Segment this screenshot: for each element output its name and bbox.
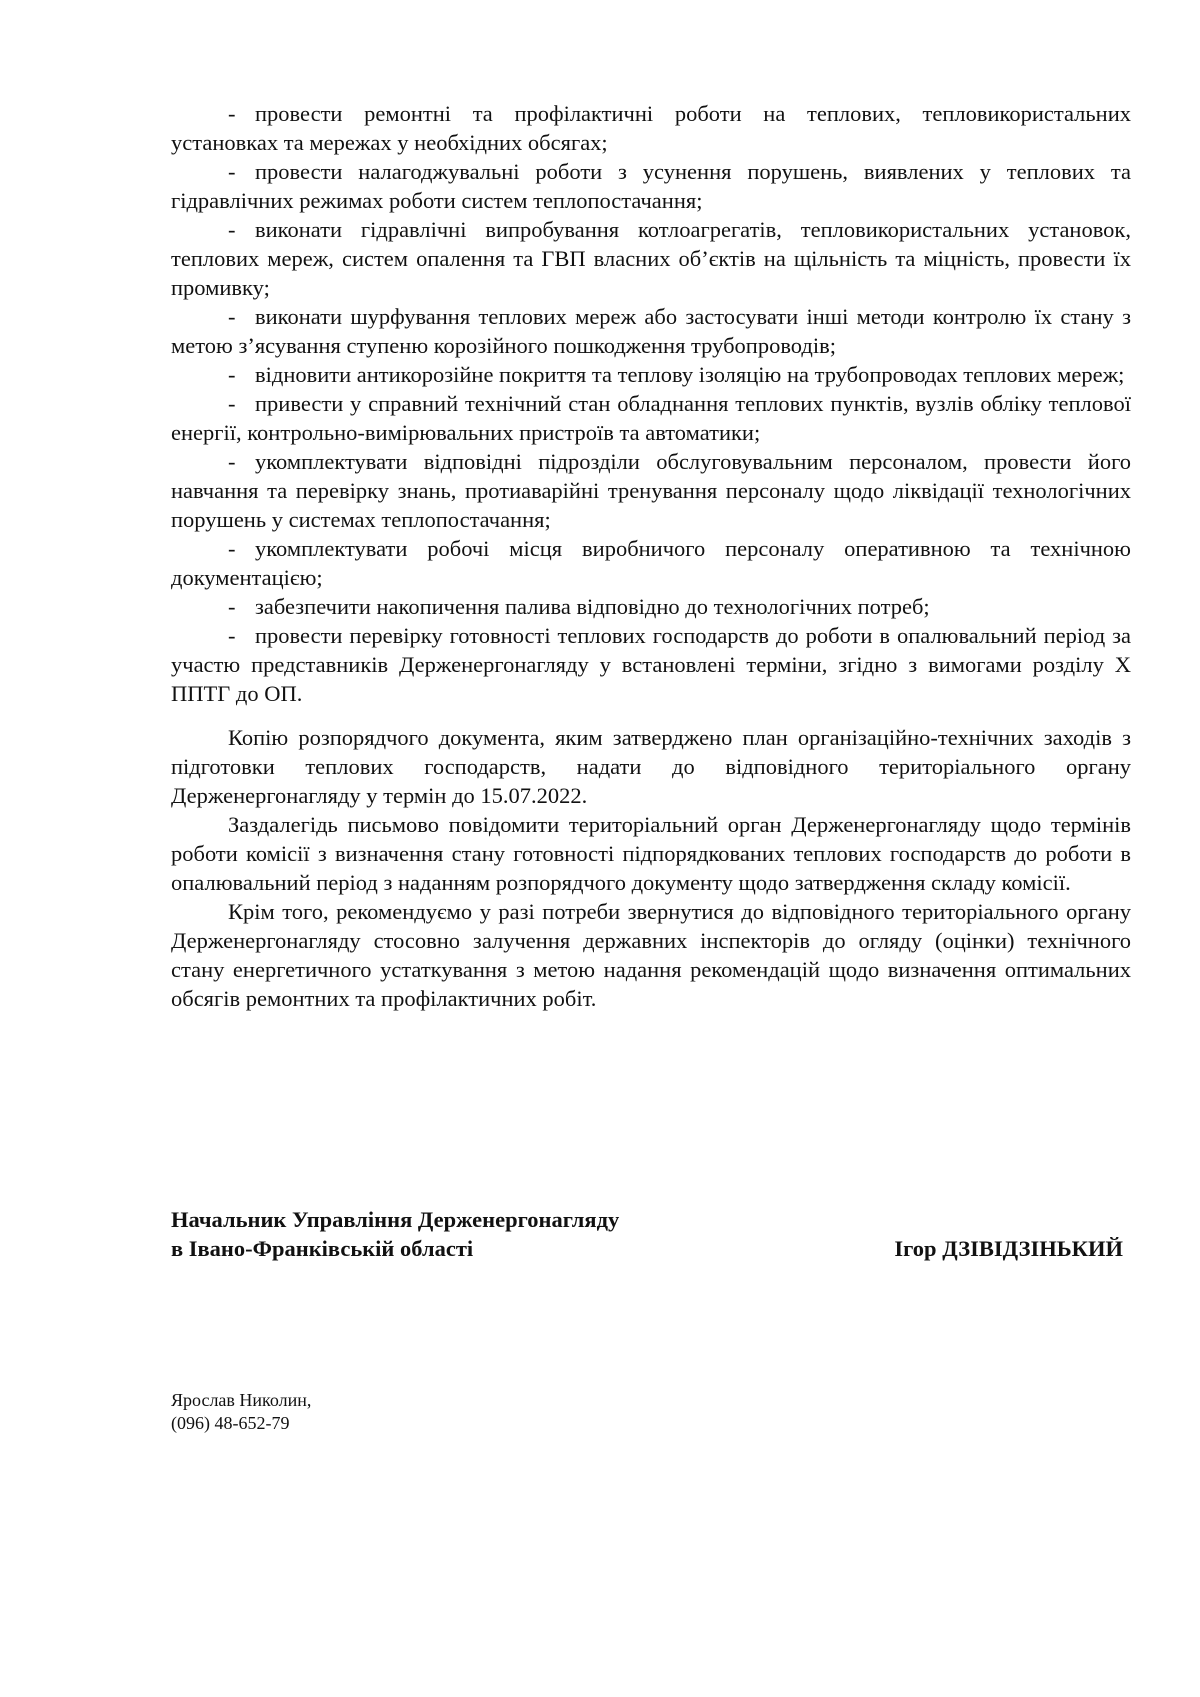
bullet-item: - укомплектувати відповідні підрозділи обслуговувальним персоналом, провести його навчання та перевірку знань, протиаварійні тренування персоналу щодо ліквідації технологічних порушень у системах теплопостачання; [171,449,1131,532]
bullet-item: - провести перевірку готовності теплових господарств до роботи в опалювальний період за участю представників Держенергонагляду у встановлені терміни, згідно з вимогами розділу X ППТГ до ОП. [171,623,1131,706]
bullet-item: - виконати шурфування теплових мереж або застосувати інші методи контролю їх стану з метою з’ясування ступеню корозійного пошкодження трубопроводів; [171,304,1131,358]
paragraph-gap [171,708,1131,723]
bullet-item: - виконати гідравлічні випробування котлоагрегатів, тепловикористальних установок, теплових мереж, систем опалення та ГВП власних об’єктів на щільність та міцність, провести їх промивку; [171,217,1131,300]
contact-name: Ярослав Николин, [171,1390,312,1410]
bullet-item: - провести налагоджувальні роботи з усунення порушень, виявлених у теплових та гідравлічних режимах роботи систем теплопостачання; [171,159,1131,213]
signature-block [171,1205,1131,1263]
contact-phone: (096) 48-652-79 [171,1413,290,1433]
signatory-name: Ігор ДЗІВІДЗІНЬКИЙ [894,1236,1123,1261]
bullet-item: - провести ремонтні та профілактичні роботи на теплових, тепловикористальних установках та мережах у необхідних обсягах; [171,101,1131,155]
signatory-title-line-2: в Івано-Франківській області [171,1236,474,1261]
contact-block [171,1389,311,1435]
bullet-item: - відновити антикорозійне покриття та теплову ізоляцію на трубопроводах теплових мереж; [228,362,1125,387]
signatory-title-line-1: Начальник Управління Держенергонагляду [171,1207,620,1232]
bullet-item: - привести у справний технічний стан обладнання теплових пунктів, вузлів обліку теплової енергії, контрольно-вимірювальних пристроїв та автоматики; [171,391,1131,445]
letter-body [171,99,1131,1013]
paragraph-copy-document: Копію розпорядчого документа, яким затверджено план організаційно-технічних заходів з підготовки теплових господарств, надати до відповідного територіального органу Держенергонагляду у термін до 15.07.2022. [171,725,1131,808]
paragraph-notify-commission: Заздалегідь письмово повідомити територіальний орган Держенергонагляду щодо термінів роботи комісії з визначення стану готовності підпорядкованих теплових господарств до роботи в опалювальний період з наданням розпорядчого документу щодо затвердження складу комісії. [171,812,1131,895]
paragraph-recommendation: Крім того, рекомендуємо у разі потреби звернутися до відповідного територіального органу Держенергонагляду стосовно залучення державних інспекторів до огляду (оцінки) технічного стану енергетичного устаткування з метою надання рекомендацій щодо визначення оптимальних обсягів ремонтних та профілактичних робіт. [171,899,1131,1011]
bullet-item: - забезпечити накопичення палива відповідно до технологічних потреб; [228,594,930,619]
bullet-item: - укомплектувати робочі місця виробничого персоналу оперативною та технічною документацією; [171,536,1131,590]
